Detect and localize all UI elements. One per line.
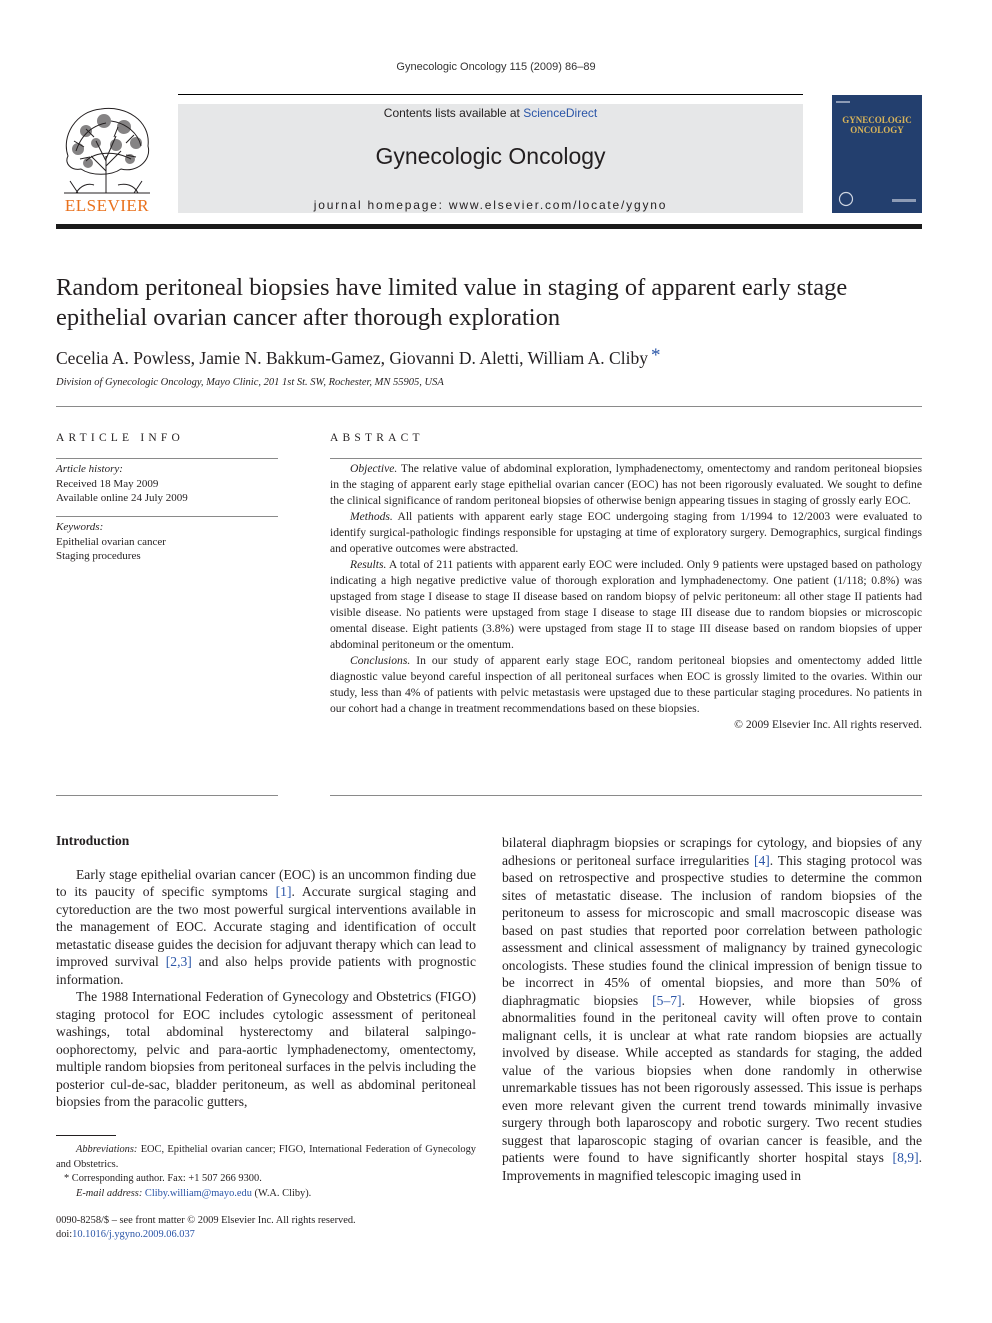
text-run: . Accurate surgical staging and cytoreduction are the two most powerful surgical interventions available in the management of EOC. Accurate staging and identification of occult metastatic disease guides the decision for adjuvant therapy which can lead to improved survival [56,884,476,969]
abbreviations-footnote [56,1143,476,1172]
email-footnote [56,1187,476,1202]
abstract-copyright: © 2009 Elsevier Inc. All rights reserved. [734,718,922,731]
citation-link[interactable]: [1] [275,884,292,899]
citation-link[interactable]: [5–7] [652,992,682,1008]
issn-line: 0090-8258/$ – see front matter © 2009 Elsevier Inc. All rights reserved. [56,1215,356,1226]
abstract-heading: ABSTRACT [330,432,424,444]
footnotes [56,1143,476,1201]
abstract-results [330,557,922,653]
journal-citation: Gynecologic Oncology 115 (2009) 86–89 [396,61,596,73]
title-rule [56,406,922,407]
email-link[interactable]: Cliby.william@mayo.edu [144,1187,252,1199]
article-title: Random peritoneal biopsies have limited value in staging of apparent early stage epithelial ovarian cancer after thorough exploration [56,274,848,331]
cover-publisher-mark [892,199,916,202]
corresponding-footnote: * Corresponding author. Fax: +1 507 266 9300. [64,1173,262,1184]
author-list [56,345,922,369]
keyword: Staging procedures [56,550,141,562]
article-info-bottom-rule [56,795,278,796]
text-run: . This staging protocol was based on retrospective and prospective studies to determine the common sites of metastatic disease. The inclusion of random biopsies of the peritoneum to assess for microscopic and small macroscopic disease was based on past studies that reported poor correlation between pathologic assessment and clinical assessment of malignancy by trained gynecologic oncologists. These studies found the clinical impression of benign tissue to be incorrect in 45% of omental biopsies, and more than 50% of diaphragmatic biopsies [502,852,922,1008]
authors-names: Cecelia A. Powless, Jamie N. Bakkum-Gamez, Giovanni D. Aletti, William A. Cliby [56,348,648,368]
keywords-block [56,520,278,564]
contents-line [178,106,803,120]
conclusions-text: In our study of apparent early stage EOC, random peritoneal biopsies and omentectomy added little diagnostic value beyond careful inspection of all peritoneal surfaces when EOC is grossly limited to the ovaries. Within our study, less than 4% of patients with pelvic metastasis were upstaged due to these particular staging procedures. No patients in our cohort had a change in treatment recommendations based on these biopsies. [330,654,922,715]
keywords-rule [56,516,278,517]
abstract-methods [330,509,922,557]
citation-link[interactable]: [4] [753,852,770,868]
intro-paragraph-2: The 1988 International Federation of Gynecology and Obstetrics (FIGO) staging protocol for EOC includes cytologic assessment of peritoneal washings, total abdominal hysterectomy and bilateral salpingo-oophorectomy, pelvic and para-aortic lymphadenectomy, omentectomy, multiple random biopsies from peritoneal surfaces in the pelvis including the posterior cul-de-sac, bladder peritoneum, as well as abdominal peritoneal biopsies from the paracolic gutters, [56,989,476,1109]
objective-text: The relative value of abdominal exploration, lymphadenectomy, omentectomy and random peritoneal biopsies in the staging of apparent early stage epithelial ovarian cancer (EOC) has not been rigorously evaluated. We sought to define the clinical significance of random peritoneal biopsies of otherwise benign appearing tissues in staging of grossly early EOC. [330,462,922,507]
abbreviations-text: EOC, Epithelial ovarian cancer; FIGO, International Federation of Gynecology and Obstetrics. [56,1144,476,1170]
methods-label: Methods. [350,510,393,523]
header-rule [178,94,803,95]
corresponding-author-marker[interactable]: * [650,345,661,366]
citation-link[interactable]: [2,3] [165,954,192,969]
text-run: and also helps provide patients with prognostic information. [56,954,476,987]
intro-paragraph-2-continued [502,834,922,1184]
journal-cover-image [832,95,922,213]
available-date: Available online 24 July 2009 [56,492,188,504]
intro-paragraph-1 [56,866,476,989]
doi-prefix: doi: [56,1229,73,1240]
abbreviations-label: Abbreviations: [76,1144,138,1155]
cover-title: GYNECOLOGIC ONCOLOGY [842,115,912,135]
body-right-column [502,834,922,1184]
keyword: Epithelial ovarian cancer [56,535,166,548]
results-text: A total of 211 patients with apparent early EOC were included. Only 9 patients were upstaged based on pathology indicating a high negative predictive value of thorough exploration and lymphadenectomy. One patient (1/118; 0.8%) was upstaged from stage I disease to stage II disease based on random biopsy of pelvic peritoneum: all other stage II patients had visible disease. No patients were upstaged from stage I disease to stage III disease due to random biopsies or microscopic omental disease. Eight patients (3.8%) were upstaged from stage II to stage III disease based on random biopsies of upper abdominal peritoneum or the omentum. [330,558,922,651]
abstract-body [330,461,922,733]
abstract-objective [330,461,922,509]
body-left-column [56,832,476,1111]
contents-prefix: Contents lists available at [383,106,524,120]
conclusions-label: Conclusions. [350,654,411,667]
email-label: E-mail address: [76,1187,143,1199]
article-history [56,462,278,506]
cover-volume-mark [836,101,850,103]
introduction-heading: Introduction [56,833,130,848]
article-info-heading: ARTICLE INFO [56,432,184,444]
article-history-label: Article history: [56,463,123,475]
cover-emblem-icon [838,191,854,207]
abstract-bottom-rule [330,795,922,796]
text-run: Early stage epithelial ovarian cancer (EOC) is an uncommon finding due to its paucity of specific symptoms [56,866,476,899]
methods-text: All patients with apparent early stage EOC undergoing staging from 1/1994 to 12/2003 were evaluated to identify surgical-pathologic findings responsible for upstaging at time of exploratory surgery. Demographics, surgical findings and operative outcomes were abstracted. [330,510,922,555]
email-suffix: (W.A. Cliby). [251,1187,312,1199]
keywords-label: Keywords: [56,521,104,533]
citation-link[interactable]: [8,9] [892,1150,919,1165]
author-affiliation: Division of Gynecologic Oncology, Mayo Clinic, 201 1st St. SW, Rochester, MN 55905, USA [56,377,444,388]
abstract-rule [330,458,922,459]
header-thick-rule [56,224,922,229]
footnote-rule [56,1135,116,1136]
text-run: bilateral diaphragm biopsies or scrapings for cytology, and biopsies of any adhesions or peritoneal surface irregularities [502,835,922,868]
text-run: . Improvements in magnified telescopic imaging used in [502,1150,922,1183]
doi-line [56,1228,476,1242]
objective-label: Objective. [350,462,398,475]
sciencedirect-link[interactable]: ScienceDirect [523,106,598,120]
journal-name: Gynecologic Oncology [375,143,606,169]
elsevier-wordmark: ELSEVIER [64,196,150,215]
doi-link[interactable]: 10.1016/j.ygyno.2009.06.037 [72,1229,195,1240]
front-matter-meta [56,1214,476,1242]
received-date: Received 18 May 2009 [56,477,159,490]
text-run: . However, while biopsies of gross abnormalities found in the peritoneal cavity will often prove to contain malignant cells, it is unclear at what rate random biopsies are actually involved by disease. While accepted as standards for staging, the added value of the various biopsies when done randomly in otherwise unremarkable tissues has not been rigorously assessed. This issue is perhaps even more relevant given the current trend towards minimally invasive surgery through both laparoscopy and robotic surgery. Two recent studies suggest that laparoscopic staging of ovarian cancer is feasible, and the patients were found to have significantly shorter hospital stays [502,992,922,1165]
article-info-rule [56,458,278,459]
journal-homepage[interactable]: journal homepage: www.elsevier.com/locate/ygyno [313,198,668,212]
abstract-conclusions [330,653,922,717]
results-label: Results. [350,558,387,571]
